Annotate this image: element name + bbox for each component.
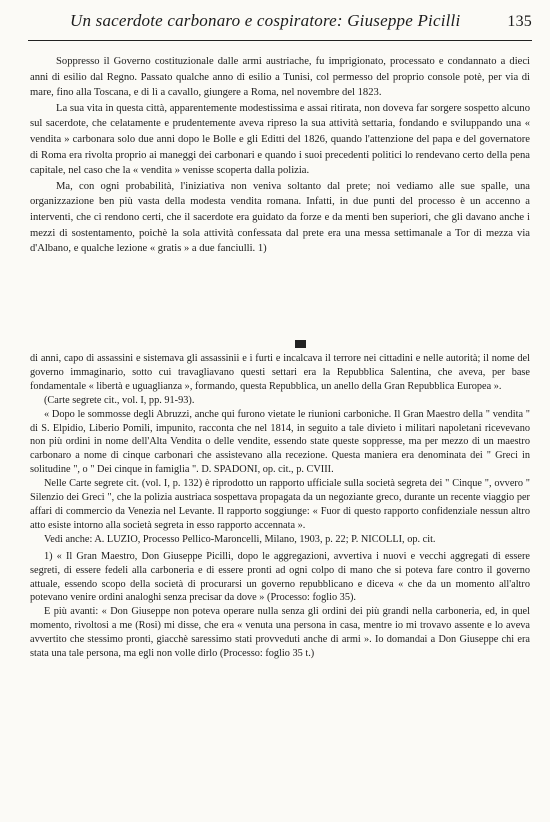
paragraph: Soppresso il Governo costituzionale dalle armi austriache, fu imprigionato, processato e condannato a dieci anni di esilio dal Regno. Passato qualche anno di esilio a Tunisi, col permesso del proprio console potè, per via di mare, fino alla Toscana, e di lì a cavallo, giungere a Roma, nel novembre del 1823. (30, 56, 530, 99)
footnote-citation: (Carte segrete cit., vol. I, pp. 91-93). (44, 394, 195, 406)
paragraph: Ma, con ogni probabilità, l'iniziativa non veniva soltanto dal prete; noi vediamo alle sue spalle, una organizzazione ben più vasta della modesta vendita romana. Infatti, in due punti del processo è un accenno a interventi, che ci rendono certi, che il sacerdote era guidato da forze e da menti ben superiori, che gli davano anche i mezzi di sostentamento, poichè la sola attività confessata dal prete era una messa settimanale a Tor di mezza via d'Albano, e qualche lezione « gratis » a due fanciulli. 1) (30, 180, 530, 255)
footnote-paragraph: « Dopo le sommosse degli Abruzzi, anche qui furono vietate le riunioni carboniche. Il Gran Maestro della " vendita " di S. Elpidio, Liberio Pomili, impunito, racconta che nel 1814, in seguito a tale divieto i militari napoletani ricevevano non più ordini in nome dell'Alta Vendita o delle vendite, essendo state queste soppresse, ma per mezzo di un maestro carbonaro a nome di cinque carbonari che assistevano alla recezione. Questa maniera era denominata dei " Greci in solitudine ", o " Dei cinque in famiglia ". D. SPADONI, op. cit., p. CVIII. (30, 408, 530, 476)
footnote-paragraph: Nelle Carte segrete cit. (vol. I, p. 132) è riprodotto un rapporto ufficiale sulla società segreta dei " Cinque ", ovvero " Silenzio dei Greci ", che la polizia austriaca sospettava propagata da un negoziante greco, durante un recente viaggio per affari di commercio da Venezia nel Levante. Il rapporto soggiunge: « Fuor di questo rapporto confidenziale nessun altro atto esiste intorno alla società segreta in esso rapporto accennata ». (30, 478, 530, 531)
running-title: Un sacerdote carbonaro e cospiratore: Giuseppe Picilli (70, 11, 461, 30)
paragraph: La sua vita in questa città, apparentemente modestissima e assai ritirata, non doveva far sorgere sospetto alcuno sul sacerdote, che celatamente e prudentemente aveva ripreso la sua attività settaria, fondando e sviluppando una « vendita » carbonara solo due anni dopo le Bolle e gli Editti del 1826, quando l'attenzione del papa e del governatore di Roma era rivolta proprio ai maneggi dei carbonari e quando i suoi precedenti politici lo rendevano certo della pena capitale, nel caso che la « vendita » venisse scoperta dalla polizia. (30, 102, 530, 177)
footnote-continuation: di anni, capo di assassini e sistemava gli assassinii e i furti e incalcava il terrore nei cittadini e nelle autorità; il nome del governo immaginario, sotto cui travagliavano questi settari era la Repubblica Salentina, che aveva, per base fondamentale « libertà e uguaglianza », formando, questa Repubblica, un anello della Gran Repubblica Europea ». (30, 353, 530, 392)
ink-mark (295, 340, 306, 348)
footnotes (30, 352, 530, 661)
footnote-reference: Vedi anche: A. LUZIO, Processo Pellico-Maroncelli, Milano, 1903, p. 22; P. NICOLLI, op. cit. (44, 533, 436, 545)
running-header (70, 11, 532, 35)
header-rule (28, 40, 532, 41)
footnote-paragraph: E più avanti: « Don Giuseppe non poteva operare nulla senza gli ordini dei più grandi nella carboneria, ed, in quel momento, rivoltosi a me (Rosi) mi disse, che era « venuta una persona in casa, mentre io mi trovavo assente e lo aveva avvertito che stessimo pronti, giacchè saressimo stati provveduti anche di armi ». Io domandai a Don Giuseppe chi era stata una tale persona, ma egli non volle dirlo (Processo: foglio 35 t.) (30, 606, 530, 660)
main-text (30, 54, 530, 257)
page-number: 135 (507, 13, 532, 30)
footnote-1: 1) « Il Gran Maestro, Don Giuseppe Picilli, dopo le aggregazioni, avvertiva i nuovi e vecchi aggregati di essere segreti, di essere fedeli alla carboneria e di essere pronti ad ogni colpo di mano che si poteva fare contro il governo attuale, essendo scopo della società di procurarsi un governo repubblicano e diceva « che da un momento all'altro potevano venire ordini analoghi senza precisar da dove » (Processo: foglio 35). (30, 550, 530, 604)
